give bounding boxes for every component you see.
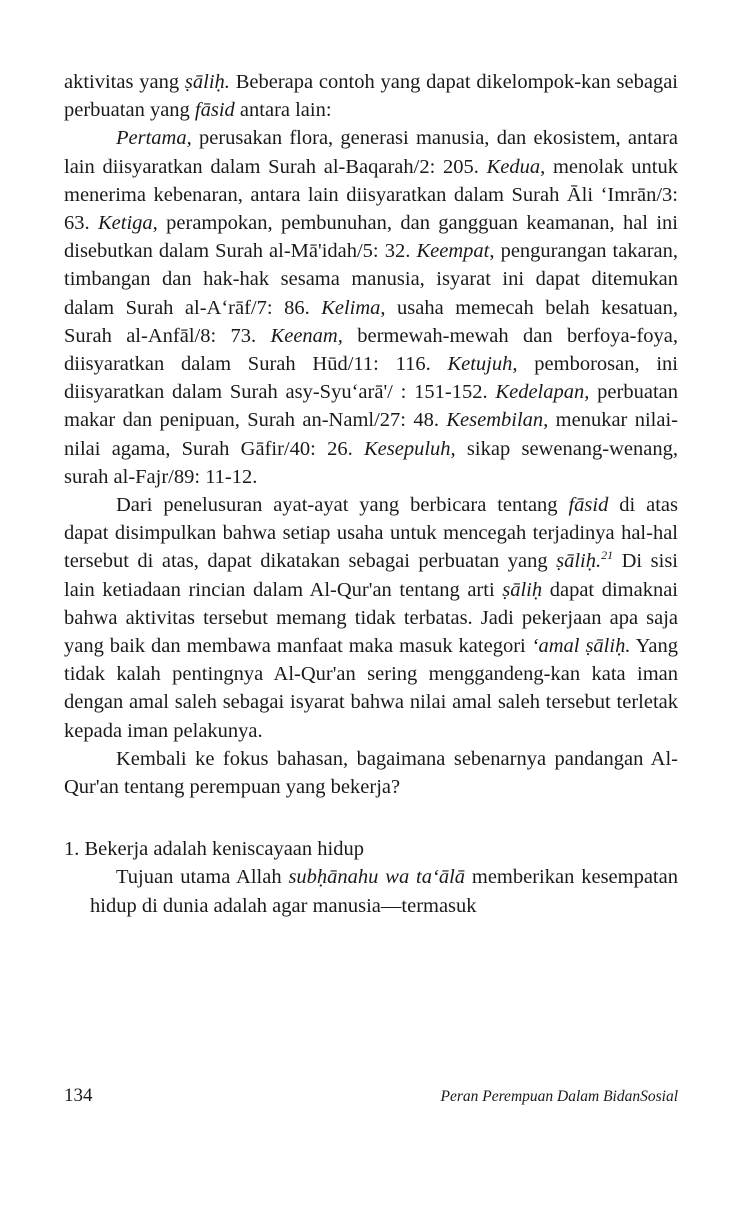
text-run: memberikan kesempatan hidup di dunia adalah agar manusia—termasuk xyxy=(90,866,678,917)
text-run: menukar nilai-nilai agama, Surah Gāfir/40: 26. xyxy=(64,409,678,460)
page-footer xyxy=(64,1085,678,1107)
italic-text: Kesepuluh xyxy=(363,437,451,460)
text-run: Beberapa contoh yang dapat dikelompok-kan sebagai perbuatan yang xyxy=(64,71,679,122)
section-heading: 1. Bekerja adalah keniscayaan hidup xyxy=(64,838,364,861)
text-run: di atas dapat disimpulkan bahwa setiap usaha untuk mencegah terjadinya hal-hal tersebut di atas, dapat dikatakan sebagai perbuatan yang xyxy=(64,494,678,573)
text-run: antara lain: xyxy=(234,99,332,122)
italic-text: Keenam, xyxy=(270,324,343,347)
italic-text: Kedua xyxy=(486,155,541,178)
italic-text: Ketiga xyxy=(98,212,153,235)
text-run: Kembali ke fokus bahasan, bagaimana sebenarnya pandangan Al-Qur'an tentang perempuan yang bekerja? xyxy=(64,747,678,799)
text-run: aktivitas yang xyxy=(64,71,185,93)
paragraphs xyxy=(64,68,678,801)
text-run: , pengurangan takaran, timbangan dan hak-hak sesama manusia, isyarat ini dapat ditemukan dalam Surah al-A‘rāf/7: 86. xyxy=(64,240,678,319)
section-body xyxy=(64,863,678,919)
italic-text: Kedelapan, xyxy=(495,381,590,404)
body-text xyxy=(64,68,678,920)
italic-text: fāsid xyxy=(568,494,609,517)
text-run: Tujuan utama Allah xyxy=(116,866,289,889)
paragraph xyxy=(64,68,678,124)
italic-text: fāsid xyxy=(194,99,235,122)
text-run: , menolak untuk menerima kebenaran, antara lain diisyaratkan dalam Surah Āli ‘Imrān/3: 63. xyxy=(64,155,678,235)
italic-text: Ketujuh xyxy=(447,353,513,376)
italic-text: ‘amal ṣāliḥ. xyxy=(531,635,631,658)
paragraph xyxy=(64,745,678,801)
text-run: perusakan flora, generasi manusia, dan ekosistem, antara lain diisyaratkan dalam Surah al-Baqarah/2: 205. xyxy=(64,127,678,178)
italic-text: subḥānahu wa ta‘ālā xyxy=(288,866,466,889)
footnote-ref: 21 xyxy=(601,548,614,563)
italic-text: Kesembilan, xyxy=(446,409,549,432)
italic-text: ṣāliḥ. xyxy=(556,550,602,573)
italic-text: Kelima xyxy=(321,296,381,319)
text-run: , perampokan, pembunuhan, dan gangguan keamanan, hal ini disebutkan dalam Surah al-Mā'idah/5: 32. xyxy=(64,212,679,263)
text-run: Yang tidak kalah pentingnya Al-Qur'an sering menggandeng-kan kata iman dengan amal saleh sebagai isyarat bahwa nilai amal saleh tersebut terletak kepada iman pelakunya. xyxy=(64,635,678,742)
text-run: , usaha memecah belah kesatuan, Surah al-Anfāl/8: 73. xyxy=(64,296,679,347)
paragraph xyxy=(64,491,678,745)
text-run: dapat dimaknai bahwa aktivitas tersebut memang tidak terbatas. Jadi pekerjaan apa saja yang baik dan membawa manfaat maka masuk kategori xyxy=(64,578,678,658)
text-run: , pemborosan, ini diisyaratkan dalam Surah asy-Syu‘arā'/ : 151-152. xyxy=(64,353,679,404)
running-title: Peran Perempuan Dalam BidanSosial xyxy=(440,1088,678,1105)
text-run: Di sisi lain ketiadaan rincian dalam Al-Qur'an tentang arti xyxy=(64,550,678,601)
text-run: bermewah-mewah dan berfoya-foya, diisyaratkan dalam Surah Hūd/11: 116. xyxy=(64,324,678,376)
text-run: , sikap sewenang-wenang, surah al-Fajr/89: 11-12. xyxy=(64,437,678,488)
text-run: Dari penelusuran ayat-ayat yang berbicara tentang xyxy=(116,494,569,517)
italic-text: ṣāliḥ xyxy=(502,578,543,601)
page-number: 134 xyxy=(64,1085,93,1106)
italic-text: Keempat xyxy=(416,240,490,263)
italic-text: ṣāliḥ. xyxy=(184,71,230,93)
text-run: perbuatan makar dan penipuan, Surah an-Naml/27: 48. xyxy=(64,381,679,432)
italic-text: Pertama, xyxy=(116,127,192,150)
paragraph xyxy=(64,124,678,491)
section-gap xyxy=(64,801,678,835)
